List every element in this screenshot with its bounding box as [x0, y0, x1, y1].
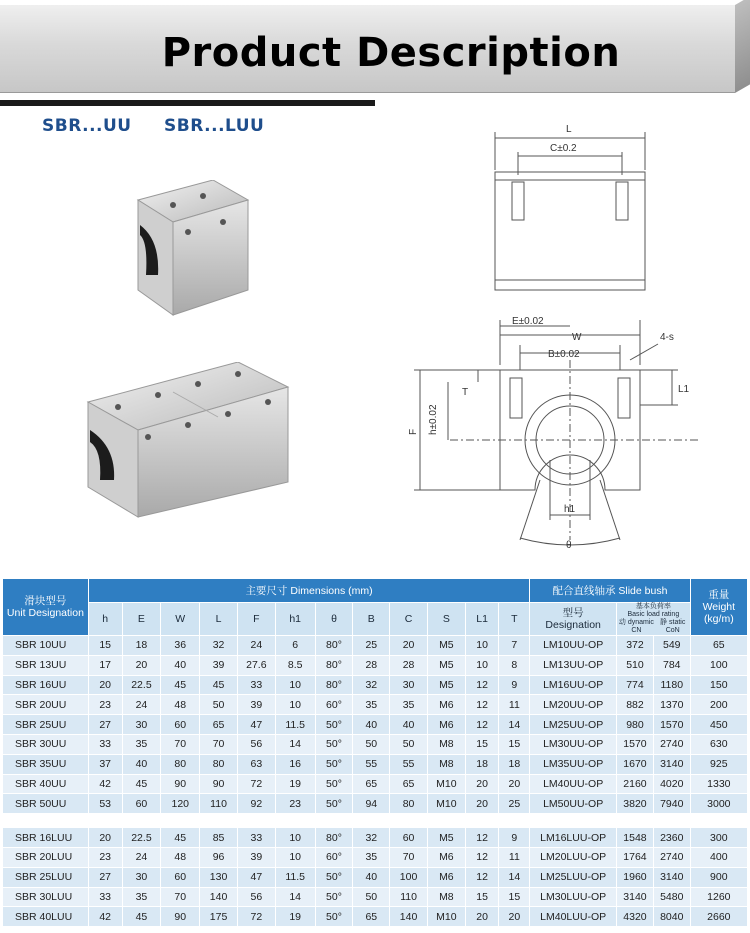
table-cell: 12 [465, 715, 499, 735]
unit-designation-cell: SBR 30LUU [3, 887, 89, 907]
unit-designation-cell: SBR 20LUU [3, 847, 89, 867]
table-cell: 50° [315, 774, 353, 794]
table-cell: 510 [617, 655, 654, 675]
table-cell: 3140 [653, 754, 690, 774]
col-h: h [88, 603, 122, 636]
table-cell: 11.5 [275, 867, 315, 887]
table-cell: 72 [237, 907, 275, 927]
table-row [3, 695, 748, 715]
table-cell: 23 [88, 847, 122, 867]
table-cell: 15 [499, 734, 530, 754]
table-cell: 85 [200, 828, 238, 848]
table-cell: 56 [237, 887, 275, 907]
col-w: W [161, 603, 200, 636]
table-cell: 39 [237, 695, 275, 715]
table-row [3, 847, 748, 867]
table-cell: 33 [88, 734, 122, 754]
table-cell: M5 [427, 636, 465, 656]
table-cell: 4020 [653, 774, 690, 794]
col-s: S [427, 603, 465, 636]
dim-label-l1: L1 [678, 384, 690, 395]
table-cell: 50° [315, 794, 353, 814]
table-cell: 45 [122, 774, 161, 794]
table-cell: LM20UU-OP [530, 695, 617, 715]
table-cell: 140 [390, 907, 428, 927]
table-cell: 120 [161, 794, 200, 814]
dim-label-w: W [572, 332, 582, 343]
table-cell: M6 [427, 867, 465, 887]
table-cell: 40 [122, 754, 161, 774]
col-l: L [200, 603, 238, 636]
table-cell: LM16UU-OP [530, 675, 617, 695]
table-cell: LM20LUU-OP [530, 847, 617, 867]
table-cell: 40 [353, 867, 390, 887]
table-cell: 15 [499, 887, 530, 907]
table-cell: 784 [653, 655, 690, 675]
table-cell: M8 [427, 887, 465, 907]
table-cell: 300 [690, 828, 747, 848]
table-row [3, 794, 748, 814]
table-cell: 10 [465, 655, 499, 675]
table-cell: 23 [88, 695, 122, 715]
table-row [3, 734, 748, 754]
table-cell: 3820 [617, 794, 654, 814]
table-cell: 150 [690, 675, 747, 695]
table-cell: 980 [617, 715, 654, 735]
table-cell: M5 [427, 828, 465, 848]
table-cell: 96 [200, 847, 238, 867]
table-cell: 630 [690, 734, 747, 754]
table-cell: 47 [237, 867, 275, 887]
table-row [3, 636, 748, 656]
unit-designation-cell: SBR 16UU [3, 675, 89, 695]
table-cell: 35 [122, 734, 161, 754]
table-cell: LM40UU-OP [530, 774, 617, 794]
table-cell: 549 [653, 636, 690, 656]
table-cell: 32 [353, 675, 390, 695]
table-cell: 50° [315, 734, 353, 754]
model-labels [42, 116, 292, 136]
table-cell: 8 [499, 655, 530, 675]
table-cell: LM40LUU-OP [530, 907, 617, 927]
dim-label-s: 4-s [660, 332, 674, 343]
table-cell: 11 [499, 847, 530, 867]
table-cell: 20 [465, 774, 499, 794]
table-cell: 100 [390, 867, 428, 887]
col-l1: L1 [465, 603, 499, 636]
table-cell: 16 [275, 754, 315, 774]
table-cell: 70 [161, 887, 200, 907]
table-cell: 25 [353, 636, 390, 656]
table-cell: 1548 [617, 828, 654, 848]
table-cell: 19 [275, 774, 315, 794]
dim-label-f: F [408, 428, 419, 435]
table-cell: 90 [161, 774, 200, 794]
unit-designation-cell: SBR 10UU [3, 636, 89, 656]
header-banner [0, 0, 750, 100]
table-cell: 50° [315, 907, 353, 927]
table-cell: 10 [275, 847, 315, 867]
table-cell: 175 [200, 907, 238, 927]
table-cell: 35 [353, 847, 390, 867]
product-image-sbr-uu [118, 180, 268, 320]
table-cell: 20 [465, 794, 499, 814]
table-cell: 90 [200, 774, 238, 794]
table-cell: 28 [353, 655, 390, 675]
table-cell: 200 [690, 695, 747, 715]
table-cell: 39 [200, 655, 238, 675]
table-cell: M10 [427, 794, 465, 814]
table-cell: 50 [353, 887, 390, 907]
table-cell: 10 [465, 636, 499, 656]
table-cell: 110 [200, 794, 238, 814]
table-cell: LM13UU-OP [530, 655, 617, 675]
table-cell: 2740 [653, 734, 690, 754]
table-cell: 22.5 [122, 828, 161, 848]
col-c: C [390, 603, 428, 636]
table-cell: 50° [315, 867, 353, 887]
header-weight: 重量 Weight (kg/m) [690, 579, 747, 636]
table-cell: 33 [237, 828, 275, 848]
header-slide-bush: 配合直线轴承 Slide bush [530, 579, 690, 603]
table-cell: 24 [237, 636, 275, 656]
table-cell: 10 [275, 675, 315, 695]
table-cell: 11.5 [275, 715, 315, 735]
table-cell: 94 [353, 794, 390, 814]
table-cell: 36 [161, 636, 200, 656]
table-cell: 1960 [617, 867, 654, 887]
table-cell: 900 [690, 867, 747, 887]
table-cell: 45 [200, 675, 238, 695]
table-cell: 40 [161, 655, 200, 675]
table-cell: 2660 [690, 907, 747, 927]
table-cell: 14 [275, 734, 315, 754]
table-cell: 35 [122, 887, 161, 907]
table-cell: 42 [88, 907, 122, 927]
table-cell: M8 [427, 734, 465, 754]
table-cell: 60° [315, 847, 353, 867]
table-row [3, 907, 748, 927]
table-cell: 25 [499, 794, 530, 814]
table-cell: 9 [499, 675, 530, 695]
table-cell: 3140 [653, 867, 690, 887]
table-cell: 24 [122, 695, 161, 715]
table-cell: 11 [499, 695, 530, 715]
model-label-luu: SBR...LUU [164, 116, 265, 136]
table-cell: 18 [499, 754, 530, 774]
table-cell: 19 [275, 907, 315, 927]
header-dimensions: 主要尺寸 Dimensions (mm) [88, 579, 529, 603]
table-cell: M5 [427, 655, 465, 675]
dim-label-h: h±0.02 [428, 404, 439, 435]
table-cell: 882 [617, 695, 654, 715]
unit-designation-cell: SBR 20UU [3, 695, 89, 715]
table-cell: 3000 [690, 794, 747, 814]
table-cell: 2360 [653, 828, 690, 848]
col-t: T [499, 603, 530, 636]
table-cell: 50 [200, 695, 238, 715]
table-cell: 18 [122, 636, 161, 656]
table-cell: M6 [427, 715, 465, 735]
table-cell: 53 [88, 794, 122, 814]
table-cell: 12 [465, 847, 499, 867]
dim-label-h1: h1 [564, 504, 576, 515]
table-cell: 55 [390, 754, 428, 774]
table-cell: 110 [390, 887, 428, 907]
unit-designation-cell: SBR 40LUU [3, 907, 89, 927]
table-cell: 8040 [653, 907, 690, 927]
table-cell: 48 [161, 847, 200, 867]
unit-designation-cell: SBR 50UU [3, 794, 89, 814]
table-cell: 33 [237, 675, 275, 695]
table-cell: 80° [315, 828, 353, 848]
table-cell: 80° [315, 655, 353, 675]
table-cell: 7 [499, 636, 530, 656]
table-cell: M6 [427, 847, 465, 867]
table-cell: M6 [427, 695, 465, 715]
table-cell: 12 [465, 675, 499, 695]
table-cell: 60° [315, 695, 353, 715]
table-cell: 372 [617, 636, 654, 656]
table-cell: 1260 [690, 887, 747, 907]
table-cell: 32 [353, 828, 390, 848]
dim-label-b: B±0.02 [548, 349, 580, 360]
table-cell: 20 [88, 828, 122, 848]
table-cell: 7940 [653, 794, 690, 814]
table-cell: 20 [390, 636, 428, 656]
unit-designation-cell: SBR 30UU [3, 734, 89, 754]
table-cell: 65 [200, 715, 238, 735]
table-cell: 70 [390, 847, 428, 867]
table-cell: 80 [390, 794, 428, 814]
table-cell: 48 [161, 695, 200, 715]
table-cell: 24 [122, 847, 161, 867]
table-row [3, 828, 748, 848]
table-cell: 14 [275, 887, 315, 907]
table-cell: 1330 [690, 774, 747, 794]
col-designation: 型号 Designation [530, 603, 617, 636]
table-cell: 40 [390, 715, 428, 735]
table-cell: 20 [122, 655, 161, 675]
table-cell: 90 [161, 907, 200, 927]
table-cell: 65 [390, 774, 428, 794]
table-cell: 92 [237, 794, 275, 814]
table-gap-row [3, 814, 748, 828]
table-row [3, 655, 748, 675]
table-cell: LM35UU-OP [530, 754, 617, 774]
table-cell: 80 [200, 754, 238, 774]
table-cell: 28 [390, 655, 428, 675]
table-cell: 27 [88, 715, 122, 735]
table-cell: 2160 [617, 774, 654, 794]
table-cell: LM30UU-OP [530, 734, 617, 754]
table-cell: 55 [353, 754, 390, 774]
col-load-rating: 基本负荷率 Basic load rating 动 dynamic CN 静 static CoN [617, 603, 691, 636]
table-cell: 40 [353, 715, 390, 735]
unit-designation-cell: SBR 40UU [3, 774, 89, 794]
table-cell: 39 [237, 847, 275, 867]
table-cell: 12 [465, 828, 499, 848]
table-cell: 35 [390, 695, 428, 715]
table-cell: 5480 [653, 887, 690, 907]
table-cell: 22.5 [122, 675, 161, 695]
table-cell: 17 [88, 655, 122, 675]
table-cell: 60 [122, 794, 161, 814]
table-cell: 400 [690, 847, 747, 867]
table-cell: 35 [353, 695, 390, 715]
table-cell: 1570 [617, 734, 654, 754]
dim-label-l: L [566, 124, 572, 135]
dim-label-e: E±0.02 [512, 316, 544, 327]
table-cell: 140 [200, 887, 238, 907]
table-cell: 15 [88, 636, 122, 656]
table-cell: 1670 [617, 754, 654, 774]
table-row [3, 754, 748, 774]
table-cell: 4320 [617, 907, 654, 927]
table-cell: 1180 [653, 675, 690, 695]
table-cell: 9 [499, 828, 530, 848]
table-cell: 50° [315, 715, 353, 735]
table-cell: 20 [499, 774, 530, 794]
table-cell: 3140 [617, 887, 654, 907]
table-cell: 30 [122, 715, 161, 735]
table-cell: 100 [690, 655, 747, 675]
unit-designation-cell: SBR 25LUU [3, 867, 89, 887]
table-cell: 20 [88, 675, 122, 695]
table-cell: 56 [237, 734, 275, 754]
table-cell: 8.5 [275, 655, 315, 675]
col-h1: h1 [275, 603, 315, 636]
technical-drawing [400, 120, 745, 550]
table-cell: M10 [427, 774, 465, 794]
table-cell: 12 [465, 867, 499, 887]
unit-designation-cell: SBR 13UU [3, 655, 89, 675]
table-row [3, 675, 748, 695]
table-cell: 27 [88, 867, 122, 887]
table-cell: 47 [237, 715, 275, 735]
table-cell: 80 [161, 754, 200, 774]
spec-table [2, 578, 748, 927]
dim-label-c: C±0.2 [550, 143, 577, 154]
table-cell: 63 [237, 754, 275, 774]
table-cell: 50 [390, 734, 428, 754]
spec-table-body [3, 636, 748, 927]
table-cell: 2740 [653, 847, 690, 867]
table-row [3, 867, 748, 887]
table-cell: 14 [499, 867, 530, 887]
table-cell: 450 [690, 715, 747, 735]
table-cell: 925 [690, 754, 747, 774]
dim-label-t: T [462, 387, 469, 398]
table-cell: M10 [427, 907, 465, 927]
table-cell: 1570 [653, 715, 690, 735]
table-cell: 12 [465, 695, 499, 715]
table-cell: 1764 [617, 847, 654, 867]
table-cell: LM25UU-OP [530, 715, 617, 735]
header-underline [0, 100, 375, 106]
page-title: Product Description [161, 30, 621, 76]
unit-designation-cell: SBR 16LUU [3, 828, 89, 848]
unit-designation-cell: SBR 35UU [3, 754, 89, 774]
table-cell: 15 [465, 887, 499, 907]
table-cell: 774 [617, 675, 654, 695]
table-cell: 80° [315, 636, 353, 656]
table-cell: LM10UU-OP [530, 636, 617, 656]
col-theta: θ [315, 603, 353, 636]
table-cell: LM30LUU-OP [530, 887, 617, 907]
table-cell: 70 [161, 734, 200, 754]
table-cell: 45 [161, 828, 200, 848]
table-cell: 50 [353, 734, 390, 754]
model-label-uu: SBR...UU [42, 116, 132, 136]
table-cell: LM16LUU-OP [530, 828, 617, 848]
table-cell: 65 [353, 907, 390, 927]
table-row [3, 887, 748, 907]
header-unit-designation: 滑块型号 Unit Designation [3, 579, 89, 636]
dim-label-theta: θ [566, 540, 572, 550]
table-cell: 20 [499, 907, 530, 927]
table-cell: 65 [353, 774, 390, 794]
table-cell: 72 [237, 774, 275, 794]
table-cell: 10 [275, 828, 315, 848]
table-cell: LM25LUU-OP [530, 867, 617, 887]
table-cell: 130 [200, 867, 238, 887]
table-cell: 27.6 [237, 655, 275, 675]
table-cell: 32 [200, 636, 238, 656]
table-cell: 70 [200, 734, 238, 754]
table-cell: 50° [315, 754, 353, 774]
col-e: E [122, 603, 161, 636]
product-image-sbr-luu [78, 362, 300, 520]
table-cell: 15 [465, 734, 499, 754]
table-cell: 1370 [653, 695, 690, 715]
table-cell: 10 [275, 695, 315, 715]
col-f: F [237, 603, 275, 636]
table-cell: 60 [161, 867, 200, 887]
table-cell: 18 [465, 754, 499, 774]
table-cell: 45 [122, 907, 161, 927]
table-cell: 30 [122, 867, 161, 887]
table-cell: 60 [161, 715, 200, 735]
table-cell: 37 [88, 754, 122, 774]
table-cell: 65 [690, 636, 747, 656]
table-cell: 23 [275, 794, 315, 814]
table-cell: 45 [161, 675, 200, 695]
table-cell: 14 [499, 715, 530, 735]
table-cell: 33 [88, 887, 122, 907]
table-row [3, 715, 748, 735]
table-cell: 50° [315, 887, 353, 907]
unit-designation-cell: SBR 25UU [3, 715, 89, 735]
table-cell: LM50UU-OP [530, 794, 617, 814]
table-cell: 42 [88, 774, 122, 794]
table-cell: 80° [315, 675, 353, 695]
table-row [3, 774, 748, 794]
table-cell: 30 [390, 675, 428, 695]
table-cell: M8 [427, 754, 465, 774]
table-cell: 20 [465, 907, 499, 927]
table-cell: 6 [275, 636, 315, 656]
table-cell: 60 [390, 828, 428, 848]
table-cell: M5 [427, 675, 465, 695]
col-b: B [353, 603, 390, 636]
